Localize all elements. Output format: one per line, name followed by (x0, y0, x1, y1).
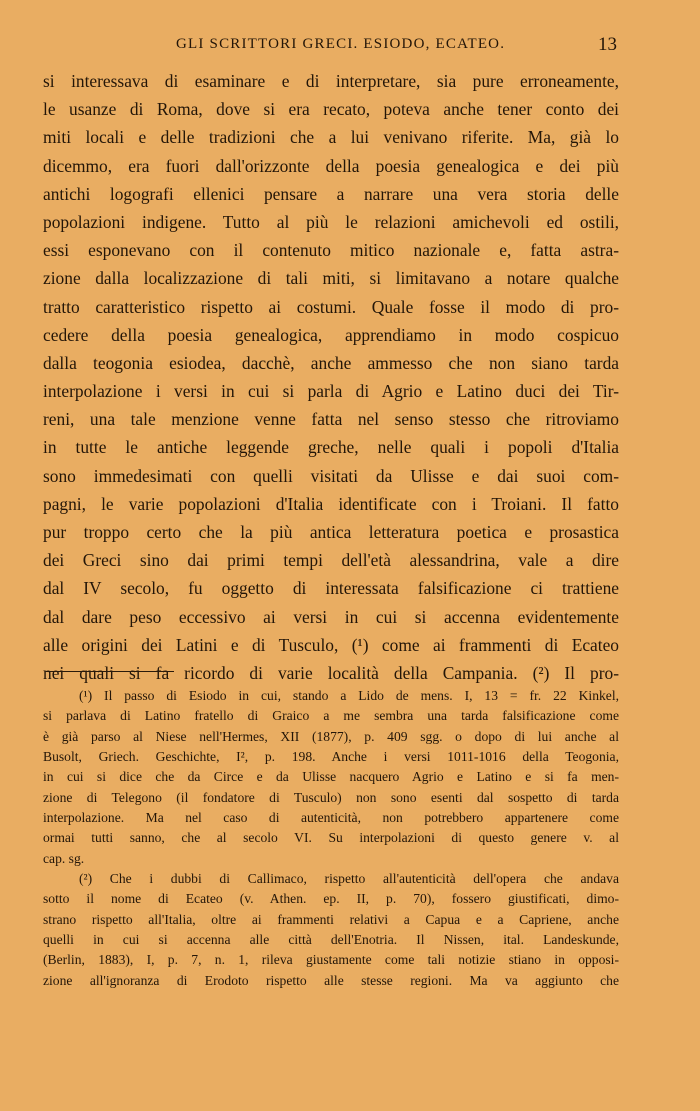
footnote-line: zione di Telegono (il fondatore di Tusculo) non sono esenti dal sospetto di tarda (43, 789, 619, 805)
text-line: reni, una tale menzione venne fatta nel senso stesso che ritroviamo (43, 409, 619, 430)
footnote-line: ormai tutti sanno, che al secolo VI. Su interpolazioni di questo genere v. al (43, 830, 619, 846)
footnote-line: è già parso al Niese nell'Hermes, XII (1877), p. 409 sgg. o dopo di lui anche al (43, 728, 619, 744)
footnote-separator (46, 671, 174, 672)
footnotes (43, 686, 619, 991)
running-title: GLI SCRITTORI GRECI. ESIODO, ECATEO. (176, 36, 506, 52)
footnote-line: (¹) Il passo di Esiodo in cui, stando a Lido de mens. I, 13 = fr. 22 Kinkel, (79, 688, 619, 703)
footnote-line: zione all'ignoranza di Erodoto rispetto alle stesse regioni. Ma va aggiunto che (43, 972, 619, 988)
text-line: alle origini dei Latini e di Tusculo, (¹) come ai frammenti di Ecateo (43, 634, 619, 655)
text-line: in tutte le antiche leggende greche, nelle quali i popoli d'Italia (43, 437, 619, 458)
text-line: tratto caratteristico rispetto ai costumi. Quale fosse il modo di pro- (43, 296, 619, 317)
footnote-line: si parlava di Latino fratello di Graico a me sembra una tarda falsificazione come (43, 708, 619, 724)
text-line: si interessava di esaminare e di interpretare, sia pure erroneamente, (43, 71, 619, 91)
text-line: cedere della poesia genealogica, apprendiamo in modo cospicuo (43, 324, 619, 345)
footnote-line: quelli in cui si accenna alle città dell'Enotria. Il Nissen, ital. Landeskunde, (43, 932, 619, 948)
text-line: miti locali e delle tradizioni che a lui venivano riferite. Ma, già lo (43, 127, 619, 148)
text-line: dalla teogonia esiodea, dacchè, anche ammesso che non siano tarda (43, 352, 619, 373)
footnote-line: (²) Che i dubbi di Callimaco, rispetto all'autenticità dell'opera che andava (79, 871, 619, 887)
text-line: le usanze di Roma, dove si era recato, poteva anche tener conto dei (43, 99, 619, 120)
text-line: pagni, le varie popolazioni d'Italia identificate con i Troiani. Il fatto (43, 493, 619, 514)
text-line: interpolazione i versi in cui si parla di Agrio e Latino duci dei Tir- (43, 381, 619, 402)
running-header (0, 34, 700, 60)
footnote-line: sotto il nome di Ecateo (v. Athen. ep. II, p. 70), fossero giustificati, dimo- (43, 891, 619, 907)
text-line: dicemmo, era fuori dall'orizzonte della poesia genealogica e dei più (43, 155, 619, 176)
text-line: sono immedesimati con quelli visitati da Ulisse e dai suoi com- (43, 465, 619, 486)
text-line: dal IV secolo, fu oggetto di interessata falsificazione ci trattiene (43, 578, 619, 599)
text-line: antichi logografi ellenici pensare a narrare una vera storia delle (43, 183, 619, 204)
text-line: nei quali si fa ricordo di varie località della Campania. (²) Il pro- (43, 662, 619, 683)
main-text (43, 67, 619, 687)
text-line: pur troppo certo che la più antica letteratura poetica e prosastica (43, 522, 619, 542)
text-line: dal dare peso eccessivo ai versi in cui si accenna evidentemente (43, 606, 619, 627)
footnote-line: (Berlin, 1883), I, p. 7, n. 1, rileva giustamente come tali notizie stiano in opposi- (43, 952, 619, 968)
text-line: zione dalla localizzazione di tali miti, si limitavano a notare qualche (43, 268, 619, 289)
footnote-line: in cui si dice che da Circe e da Ulisse nacquero Agrio e Latino e si fa men- (43, 769, 619, 785)
text-line: popolazioni indigene. Tutto al più le relazioni amichevoli ed ostili, (43, 211, 619, 232)
page-number: 13 (598, 34, 617, 55)
footnote-line: cap. sg. (43, 850, 85, 866)
footnote-line: strano rispetto all'Italia, oltre ai frammenti relativi a Capua e a Capriene, anche (43, 911, 619, 927)
text-line: essi esponevano con il contenuto mitico nazionale e, fatta astra- (43, 240, 619, 261)
text-line: dei Greci sino dai primi tempi dell'età alessandrina, vale a dire (43, 550, 619, 571)
footnote-line: Busolt, Griech. Geschichte, I², p. 198. Anche i versi 1011-1016 della Teogonia, (43, 749, 619, 765)
footnote-line: interpolazione. Ma nel caso di autenticità, non potrebbero appartenere come (43, 810, 619, 826)
